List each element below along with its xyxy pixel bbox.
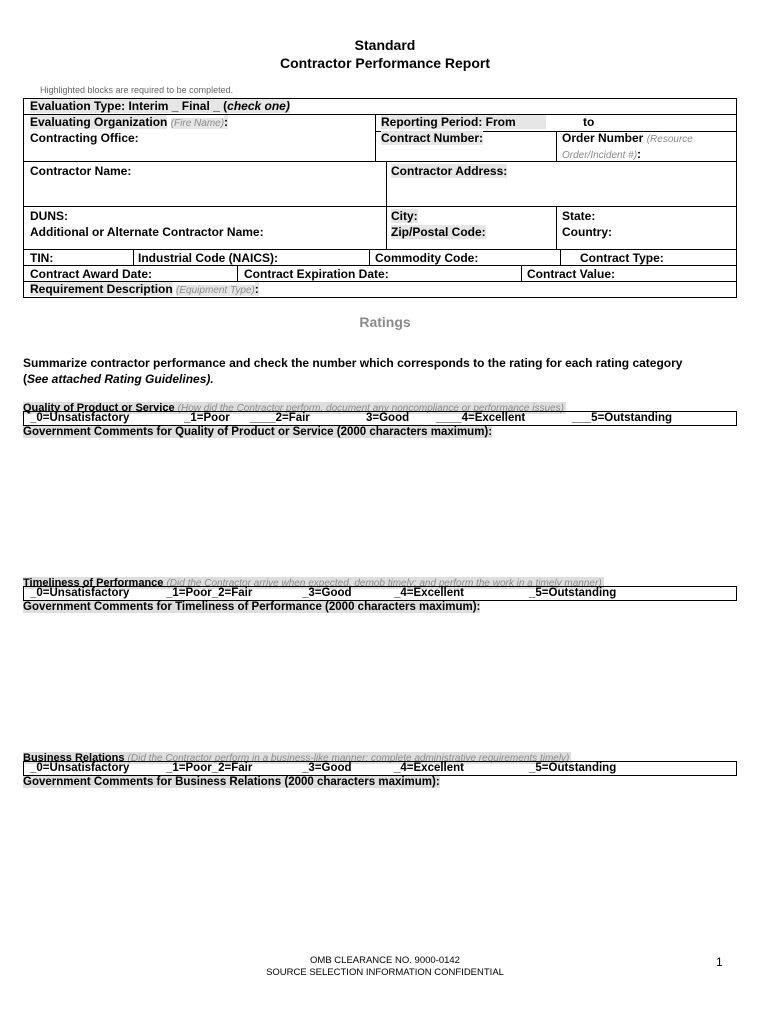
requirement-row[interactable] — [24, 282, 736, 297]
requirement-hint: (Equipment Type) — [176, 285, 255, 296]
required-note: Highlighted blocks are required to be completed. — [40, 85, 234, 95]
quality-option-4[interactable]: ____4=Excellent — [436, 412, 526, 424]
country-label[interactable]: Country: — [562, 225, 612, 239]
evaluating-org-field[interactable] — [30, 115, 228, 129]
contract-value-label[interactable]: Contract Value: — [527, 267, 616, 281]
ratings-instructions — [23, 355, 743, 387]
business-comments-label[interactable]: Government Comments for Business Relations (2000 characters maximum): — [23, 776, 440, 788]
business-title: Business Relations — [23, 752, 125, 764]
commodity-code-label[interactable]: Commodity Code: — [375, 251, 479, 265]
quality-option-2[interactable]: ____2=Fair — [250, 412, 310, 424]
order-number-label: Order Number — [562, 131, 644, 145]
business-option-4[interactable]: _4=Excellent — [394, 762, 465, 774]
order-number-field[interactable] — [562, 131, 693, 163]
quality-hint: (How did the Contractor perform, document any noncompliance or performance issues) — [177, 403, 564, 414]
duns-row — [24, 207, 736, 250]
contract-number-label[interactable]: Contract Number: — [381, 131, 484, 145]
quality-option-5[interactable]: ___5=Outstanding — [572, 412, 673, 424]
order-number-colon: : — [637, 147, 642, 161]
timeliness-option-0[interactable]: _0=Unsatisfactory — [30, 587, 130, 599]
ratings-instructions-paren: ( — [23, 372, 27, 386]
evaluating-org-colon: : — [224, 115, 229, 129]
contractor-address-label[interactable]: Contractor Address: — [391, 164, 508, 178]
evaluating-org-hint: (Fire Name) — [170, 118, 225, 129]
contract-type-label[interactable]: Contract Type: — [580, 251, 664, 265]
reporting-period-field[interactable] — [381, 115, 594, 129]
quality-option-1[interactable]: _1=Poor — [184, 412, 230, 424]
timeliness-rating-options — [23, 586, 737, 601]
ratings-instructions-line-1: Summarize contractor performance and check the number which corresponds to the rating for each rating category — [23, 356, 683, 370]
alt-contractor-name-label[interactable]: Additional or Alternate Contractor Name: — [30, 225, 264, 239]
evaluation-type-label: Evaluation Type: Interim _ Final _ ( — [30, 99, 228, 113]
evaluating-org-label: Evaluating Organization — [30, 115, 168, 129]
tin-label[interactable]: TIN: — [30, 251, 54, 265]
rating-guidelines-ref: See attached Rating Guidelines). — [27, 372, 214, 386]
timeliness-option-5[interactable]: _5=Outstanding — [529, 587, 617, 599]
contractor-name-label[interactable]: Contractor Name: — [30, 164, 132, 178]
award-date-label[interactable]: Contract Award Date: — [30, 267, 153, 281]
quality-option-0[interactable]: _0=Unsatisfactory — [30, 412, 130, 424]
order-number-hint-2: Order/Incident #) — [562, 150, 638, 161]
business-rating-options — [23, 761, 737, 776]
contract-info-form — [23, 98, 737, 298]
expiration-date-label[interactable]: Contract Expiration Date: — [244, 267, 389, 281]
quality-title: Quality of Product or Service — [23, 402, 175, 414]
timeliness-hint: (Did the Contractor arrive when expected, demob timely; and perform the work in a timely manner) — [166, 578, 602, 589]
contracting-office-label[interactable]: Contracting Office: — [30, 131, 139, 145]
ratings-heading: Ratings — [359, 314, 411, 330]
zip-label[interactable]: Zip/Postal Code: — [391, 225, 486, 239]
city-label[interactable]: City: — [391, 209, 418, 223]
contractor-row — [24, 162, 736, 207]
requirement-colon: : — [254, 282, 259, 296]
page-title: Contractor Performance Report — [279, 55, 491, 71]
state-label[interactable]: State: — [562, 209, 596, 223]
organization-row — [24, 115, 736, 162]
timeliness-comments-label[interactable]: Government Comments for Timeliness of Performance (2000 characters maximum): — [23, 601, 481, 613]
evaluation-type-row[interactable] — [24, 99, 736, 115]
check-one-label: check one) — [227, 99, 290, 113]
timeliness-option-3[interactable]: _3=Good — [302, 587, 352, 599]
dates-row — [24, 266, 736, 282]
confidential-notice: SOURCE SELECTION INFORMATION CONFIDENTIAL — [266, 967, 504, 978]
timeliness-option-1-2[interactable]: _1=Poor_2=Fair — [166, 587, 253, 599]
order-number-hint-1: (Resource — [646, 134, 693, 145]
requirement-desc-label: Requirement Description — [30, 282, 173, 296]
business-option-3[interactable]: _3=Good — [302, 762, 352, 774]
quality-option-3[interactable]: 3=Good — [366, 412, 410, 424]
tin-row — [24, 250, 736, 266]
business-hint: (Did the Contractor perform in a business-like manner; complete administrative requirements timely) — [127, 753, 570, 764]
naics-label[interactable]: Industrial Code (NAICS): — [138, 251, 278, 265]
omb-clearance: OMB CLEARANCE NO. 9000-0142 — [310, 955, 460, 966]
duns-label[interactable]: DUNS: — [30, 209, 68, 223]
quality-comments-label[interactable]: Government Comments for Quality of Product or Service (2000 characters maximum): — [23, 426, 493, 438]
business-option-0[interactable]: _0=Unsatisfactory — [30, 762, 130, 774]
page-number: 1 — [716, 955, 723, 969]
business-option-5[interactable]: _5=Outstanding — [529, 762, 617, 774]
reporting-to-label: to — [583, 115, 595, 129]
timeliness-option-4[interactable]: _4=Excellent — [394, 587, 465, 599]
timeliness-title: Timeliness of Performance — [23, 577, 164, 589]
reporting-period-label: Reporting Period: From — [381, 115, 546, 129]
title-line-1: Standard — [354, 37, 416, 53]
quality-rating-options — [23, 411, 737, 426]
business-option-1-2[interactable]: _1=Poor_2=Fair — [166, 762, 253, 774]
